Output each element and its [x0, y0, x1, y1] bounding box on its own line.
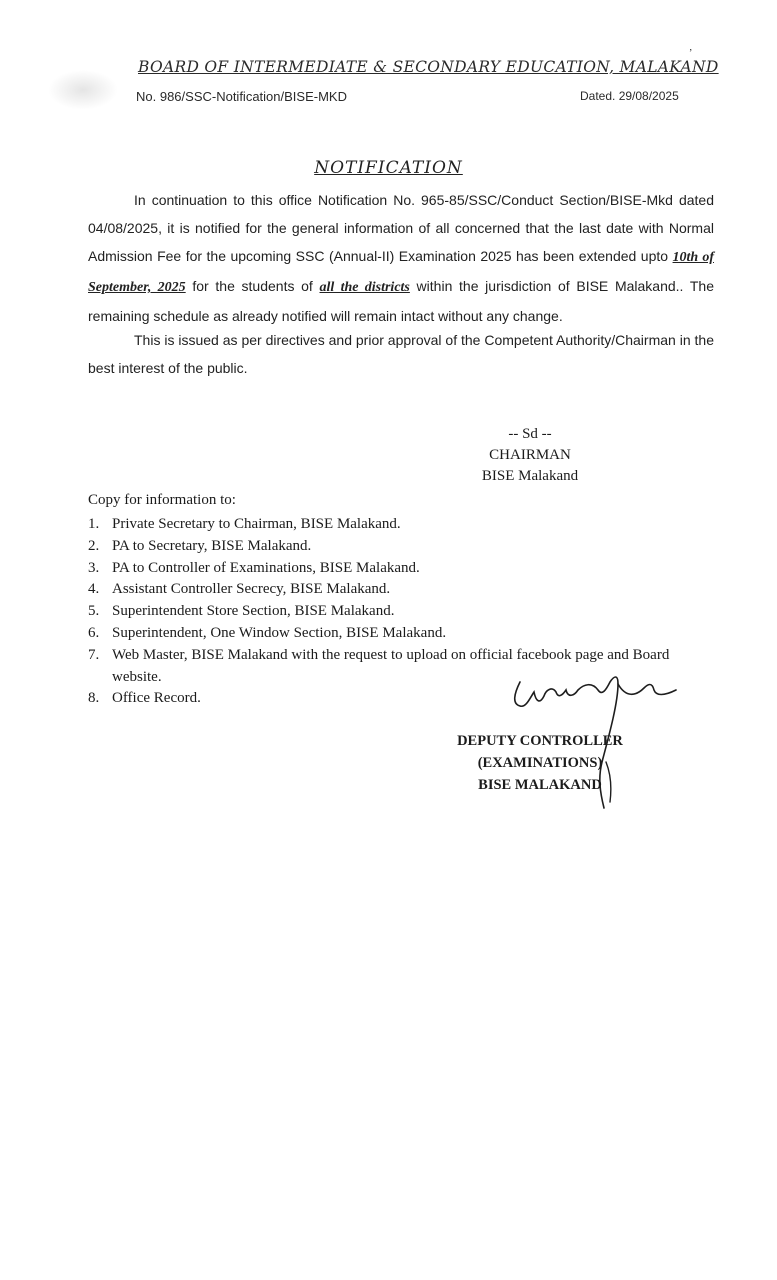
- para1-part-a: In continuation to this office Notification No. 965-85/SSC/Conduct Section/BISE-Mkd dated 04/08/2025, it is notified for the general information of all concerned that the last date with Normal Admission Fee for the upcoming SSC (Annual-II) Examination 2025 has been extended upto: [88, 192, 714, 264]
- scan-smudge: [48, 70, 118, 110]
- list-item: [88, 601, 718, 623]
- ink-mark: ’: [689, 48, 693, 59]
- notification-title: NOTIFICATION: [314, 158, 463, 178]
- list-text: Superintendent Store Section, BISE Malakand.: [112, 603, 395, 620]
- para1-part-b: for the students of: [185, 278, 320, 294]
- list-text: Superintendent, One Window Section, BISE Malakand.: [112, 624, 447, 641]
- list-item: [88, 536, 718, 558]
- list-number: 6.: [88, 624, 100, 641]
- list-item: [88, 579, 718, 601]
- list-number: 8.: [88, 690, 100, 707]
- list-number: 3.: [88, 559, 100, 576]
- deputy-office: BISE MALAKAND: [478, 777, 602, 793]
- board-name-heading: BOARD OF INTERMEDIATE & SECONDARY EDUCATION, MALAKAND: [138, 58, 719, 76]
- chairman-office: BISE Malakand: [481, 468, 579, 484]
- deputy-department: (EXAMINATIONS): [477, 755, 603, 771]
- deputy-controller-signoff: [440, 730, 640, 796]
- districts-emphasis: all the districts: [319, 280, 410, 295]
- list-text: Assistant Controller Secrecy, BISE Malakand.: [112, 581, 391, 598]
- list-text: PA to Controller of Examinations, BISE Malakand.: [112, 559, 420, 576]
- list-item: [88, 514, 718, 536]
- list-number: 1.: [88, 516, 100, 532]
- notification-paragraph-2: This is issued as per directives and prior approval of the Competent Authority/Chairman in the best interest of the public.: [88, 332, 714, 376]
- notification-paragraph-1: [88, 186, 714, 330]
- chairman-signoff: [440, 424, 620, 487]
- sd-mark: -- Sd --: [508, 426, 552, 442]
- extended-date: 10th of September, 2025: [88, 250, 714, 295]
- list-text: Web Master, BISE Malakand with the request to upload on official facebook page and Board website.: [112, 646, 670, 685]
- chairman-designation: CHAIRMAN: [489, 447, 571, 463]
- list-number: 5.: [88, 603, 100, 620]
- deputy-title: DEPUTY CONTROLLER: [457, 733, 623, 749]
- reference-number: No. 986/SSC-Notification/BISE-MKD: [136, 89, 347, 104]
- list-text: PA to Secretary, BISE Malakand.: [112, 537, 312, 554]
- list-number: 4.: [88, 581, 100, 598]
- copy-heading: Copy for information to:: [88, 492, 236, 508]
- list-item: [88, 623, 718, 645]
- list-text: Office Record.: [112, 690, 201, 707]
- issue-date: Dated. 29/08/2025: [580, 89, 679, 103]
- list-text: Private Secretary to Chairman, BISE Malakand.: [112, 516, 401, 532]
- list-number: 7.: [88, 646, 100, 663]
- para1-part-c: within the jurisdiction of BISE Malakand.. The remaining schedule as already notified will remain intact without any change.: [88, 278, 714, 324]
- list-item: [88, 558, 718, 580]
- list-number: 2.: [88, 537, 100, 554]
